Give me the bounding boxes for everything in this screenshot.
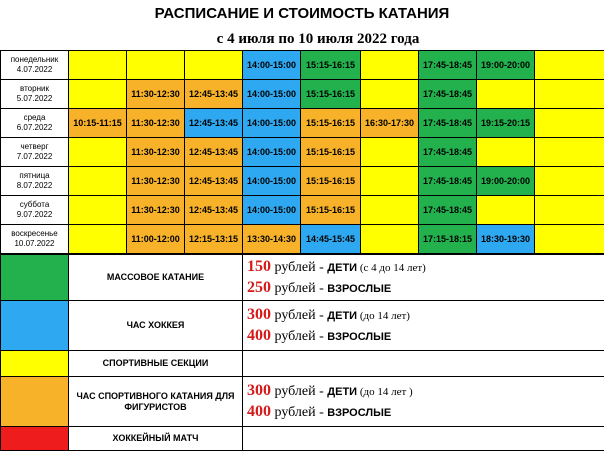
legend-swatch-blue xyxy=(1,301,69,351)
empty-slot xyxy=(477,196,535,225)
price-who: ДЕТИ xyxy=(327,386,357,398)
empty-slot xyxy=(535,225,604,254)
time-slot: 18:30-19:30 xyxy=(477,225,535,254)
time-slot: 12:45-13:45 xyxy=(185,196,243,225)
day-name: воскресенье xyxy=(1,229,68,239)
time-slot: 14:00-15:00 xyxy=(243,196,301,225)
price-amount: 150 xyxy=(247,258,271,275)
time-slot: 14:00-15:00 xyxy=(243,80,301,109)
day-date: 9.07.2022 xyxy=(1,210,68,220)
legend-empty-cell xyxy=(243,351,604,377)
time-slot: 12:45-13:45 xyxy=(185,138,243,167)
time-slot: 15:15-16:15 xyxy=(301,80,361,109)
time-slot: 11:30-12:30 xyxy=(127,196,185,225)
day-name: вторник xyxy=(1,84,68,94)
time-slot: 14:45-15:45 xyxy=(301,225,361,254)
empty-slot xyxy=(361,51,419,80)
day-date: 5.07.2022 xyxy=(1,94,68,104)
time-slot: 15:15-16:15 xyxy=(301,109,361,138)
empty-slot xyxy=(477,80,535,109)
price-unit: рублей - xyxy=(271,260,327,275)
day-label xyxy=(1,167,69,196)
legend-label-hockey: ЧАС ХОККЕЯ xyxy=(69,301,243,351)
legend-label-mass: МАССОВОЕ КАТАНИЕ xyxy=(69,255,243,301)
time-slot: 10:15-11:15 xyxy=(69,109,127,138)
empty-slot xyxy=(361,167,419,196)
empty-slot xyxy=(535,196,604,225)
empty-slot xyxy=(185,51,243,80)
day-name: четверг xyxy=(1,142,68,152)
price-who: ДЕТИ xyxy=(327,262,357,274)
legend-prices-hockey xyxy=(243,301,604,351)
empty-slot xyxy=(535,167,604,196)
time-slot: 12:45-13:45 xyxy=(185,80,243,109)
time-slot: 13:30-14:30 xyxy=(243,225,301,254)
price-unit: рублей - xyxy=(271,308,327,323)
time-slot: 12:15-13:15 xyxy=(185,225,243,254)
day-name: понедельник xyxy=(1,55,68,65)
schedule-row xyxy=(1,109,604,138)
legend-row-figure xyxy=(1,377,604,427)
empty-slot xyxy=(361,196,419,225)
day-date: 4.07.2022 xyxy=(1,65,68,75)
schedule-table xyxy=(0,50,604,254)
time-slot: 16:30-17:30 xyxy=(361,109,419,138)
day-date: 6.07.2022 xyxy=(1,123,68,133)
price-who: ВЗРОСЛЫЕ xyxy=(327,407,391,419)
time-slot: 17:15-18:15 xyxy=(419,225,477,254)
day-date: 10.07.2022 xyxy=(1,239,68,249)
price-note: (до 14 лет ) xyxy=(357,386,413,398)
legend-swatch-yellow xyxy=(1,351,69,377)
legend-table xyxy=(0,254,604,451)
legend-swatch-red xyxy=(1,427,69,451)
empty-slot xyxy=(127,51,185,80)
empty-slot xyxy=(361,80,419,109)
day-name: среда xyxy=(1,113,68,123)
empty-slot xyxy=(361,225,419,254)
legend-prices-mass xyxy=(243,255,604,301)
day-date: 7.07.2022 xyxy=(1,152,68,162)
empty-slot xyxy=(69,196,127,225)
time-slot: 17:45-18:45 xyxy=(419,51,477,80)
time-slot: 15:15-16:15 xyxy=(301,196,361,225)
time-slot: 17:45-18:45 xyxy=(419,196,477,225)
price-unit: рублей - xyxy=(271,405,327,420)
time-slot: 12:45-13:45 xyxy=(185,167,243,196)
price-amount: 400 xyxy=(247,403,271,420)
price-amount: 300 xyxy=(247,382,271,399)
schedule-row xyxy=(1,138,604,167)
empty-slot xyxy=(477,138,535,167)
empty-slot xyxy=(69,138,127,167)
price-unit: рублей - xyxy=(271,384,327,399)
legend-row-match xyxy=(1,427,604,451)
time-slot: 11:30-12:30 xyxy=(127,109,185,138)
price-unit: рублей - xyxy=(271,329,327,344)
price-who: ДЕТИ xyxy=(327,310,357,322)
price-unit: рублей - xyxy=(271,281,327,296)
schedule-row xyxy=(1,225,604,254)
time-slot: 19:00-20:00 xyxy=(477,51,535,80)
empty-slot xyxy=(535,138,604,167)
time-slot: 17:45-18:45 xyxy=(419,138,477,167)
time-slot: 17:45-18:45 xyxy=(419,109,477,138)
day-label xyxy=(1,51,69,80)
legend-row-hockey xyxy=(1,301,604,351)
day-label xyxy=(1,109,69,138)
empty-slot xyxy=(535,51,604,80)
day-label xyxy=(1,80,69,109)
empty-slot xyxy=(535,80,604,109)
time-slot: 11:30-12:30 xyxy=(127,80,185,109)
empty-slot xyxy=(361,138,419,167)
empty-slot xyxy=(69,51,127,80)
empty-slot xyxy=(69,80,127,109)
day-name: суббота xyxy=(1,200,68,210)
time-slot: 14:00-15:00 xyxy=(243,138,301,167)
legend-swatch-orange xyxy=(1,377,69,427)
schedule-row xyxy=(1,51,604,80)
time-slot: 14:00-15:00 xyxy=(243,167,301,196)
page-title: РАСПИСАНИЕ И СТОИМОСТЬ КАТАНИЯ xyxy=(0,0,604,28)
price-note: (до 14 лет) xyxy=(357,310,410,322)
price-note: (с 4 до 14 лет) xyxy=(357,262,426,274)
empty-slot xyxy=(69,167,127,196)
time-slot: 17:45-18:45 xyxy=(419,167,477,196)
schedule-row xyxy=(1,80,604,109)
day-name: пятница xyxy=(1,171,68,181)
time-slot: 15:15-16:15 xyxy=(301,167,361,196)
schedule-row xyxy=(1,196,604,225)
price-who: ВЗРОСЛЫЕ xyxy=(327,283,391,295)
time-slot: 11:30-12:30 xyxy=(127,167,185,196)
time-slot: 11:00-12:00 xyxy=(127,225,185,254)
day-label xyxy=(1,196,69,225)
legend-label-match: ХОККЕЙНЫЙ МАТЧ xyxy=(69,427,243,451)
legend-empty-cell xyxy=(243,427,604,451)
time-slot: 19:00-20:00 xyxy=(477,167,535,196)
legend-swatch-green xyxy=(1,255,69,301)
time-slot: 12:45-13:45 xyxy=(185,109,243,138)
legend-row-mass xyxy=(1,255,604,301)
time-slot: 15:15-16:15 xyxy=(301,138,361,167)
price-amount: 300 xyxy=(247,306,271,323)
page-subtitle: с 4 июля по 10 июля 2022 года xyxy=(68,28,568,50)
legend-label-sections: СПОРТИВНЫЕ СЕКЦИИ xyxy=(69,351,243,377)
time-slot: 15:15-16:15 xyxy=(301,51,361,80)
time-slot: 14:00-15:00 xyxy=(243,51,301,80)
price-who: ВЗРОСЛЫЕ xyxy=(327,331,391,343)
schedule-row xyxy=(1,167,604,196)
time-slot: 17:45-18:45 xyxy=(419,80,477,109)
time-slot: 19:15-20:15 xyxy=(477,109,535,138)
day-date: 8.07.2022 xyxy=(1,181,68,191)
empty-slot xyxy=(69,225,127,254)
time-slot: 11:30-12:30 xyxy=(127,138,185,167)
day-label xyxy=(1,138,69,167)
legend-label-figure: ЧАС СПОРТИВНОГО КАТАНИЯ ДЛЯ ФИГУРИСТОВ xyxy=(69,377,243,427)
day-label xyxy=(1,225,69,254)
legend-row-sections xyxy=(1,351,604,377)
empty-slot xyxy=(535,109,604,138)
legend-prices-figure xyxy=(243,377,604,427)
time-slot: 14:00-15:00 xyxy=(243,109,301,138)
price-amount: 400 xyxy=(247,327,271,344)
price-amount: 250 xyxy=(247,279,271,296)
